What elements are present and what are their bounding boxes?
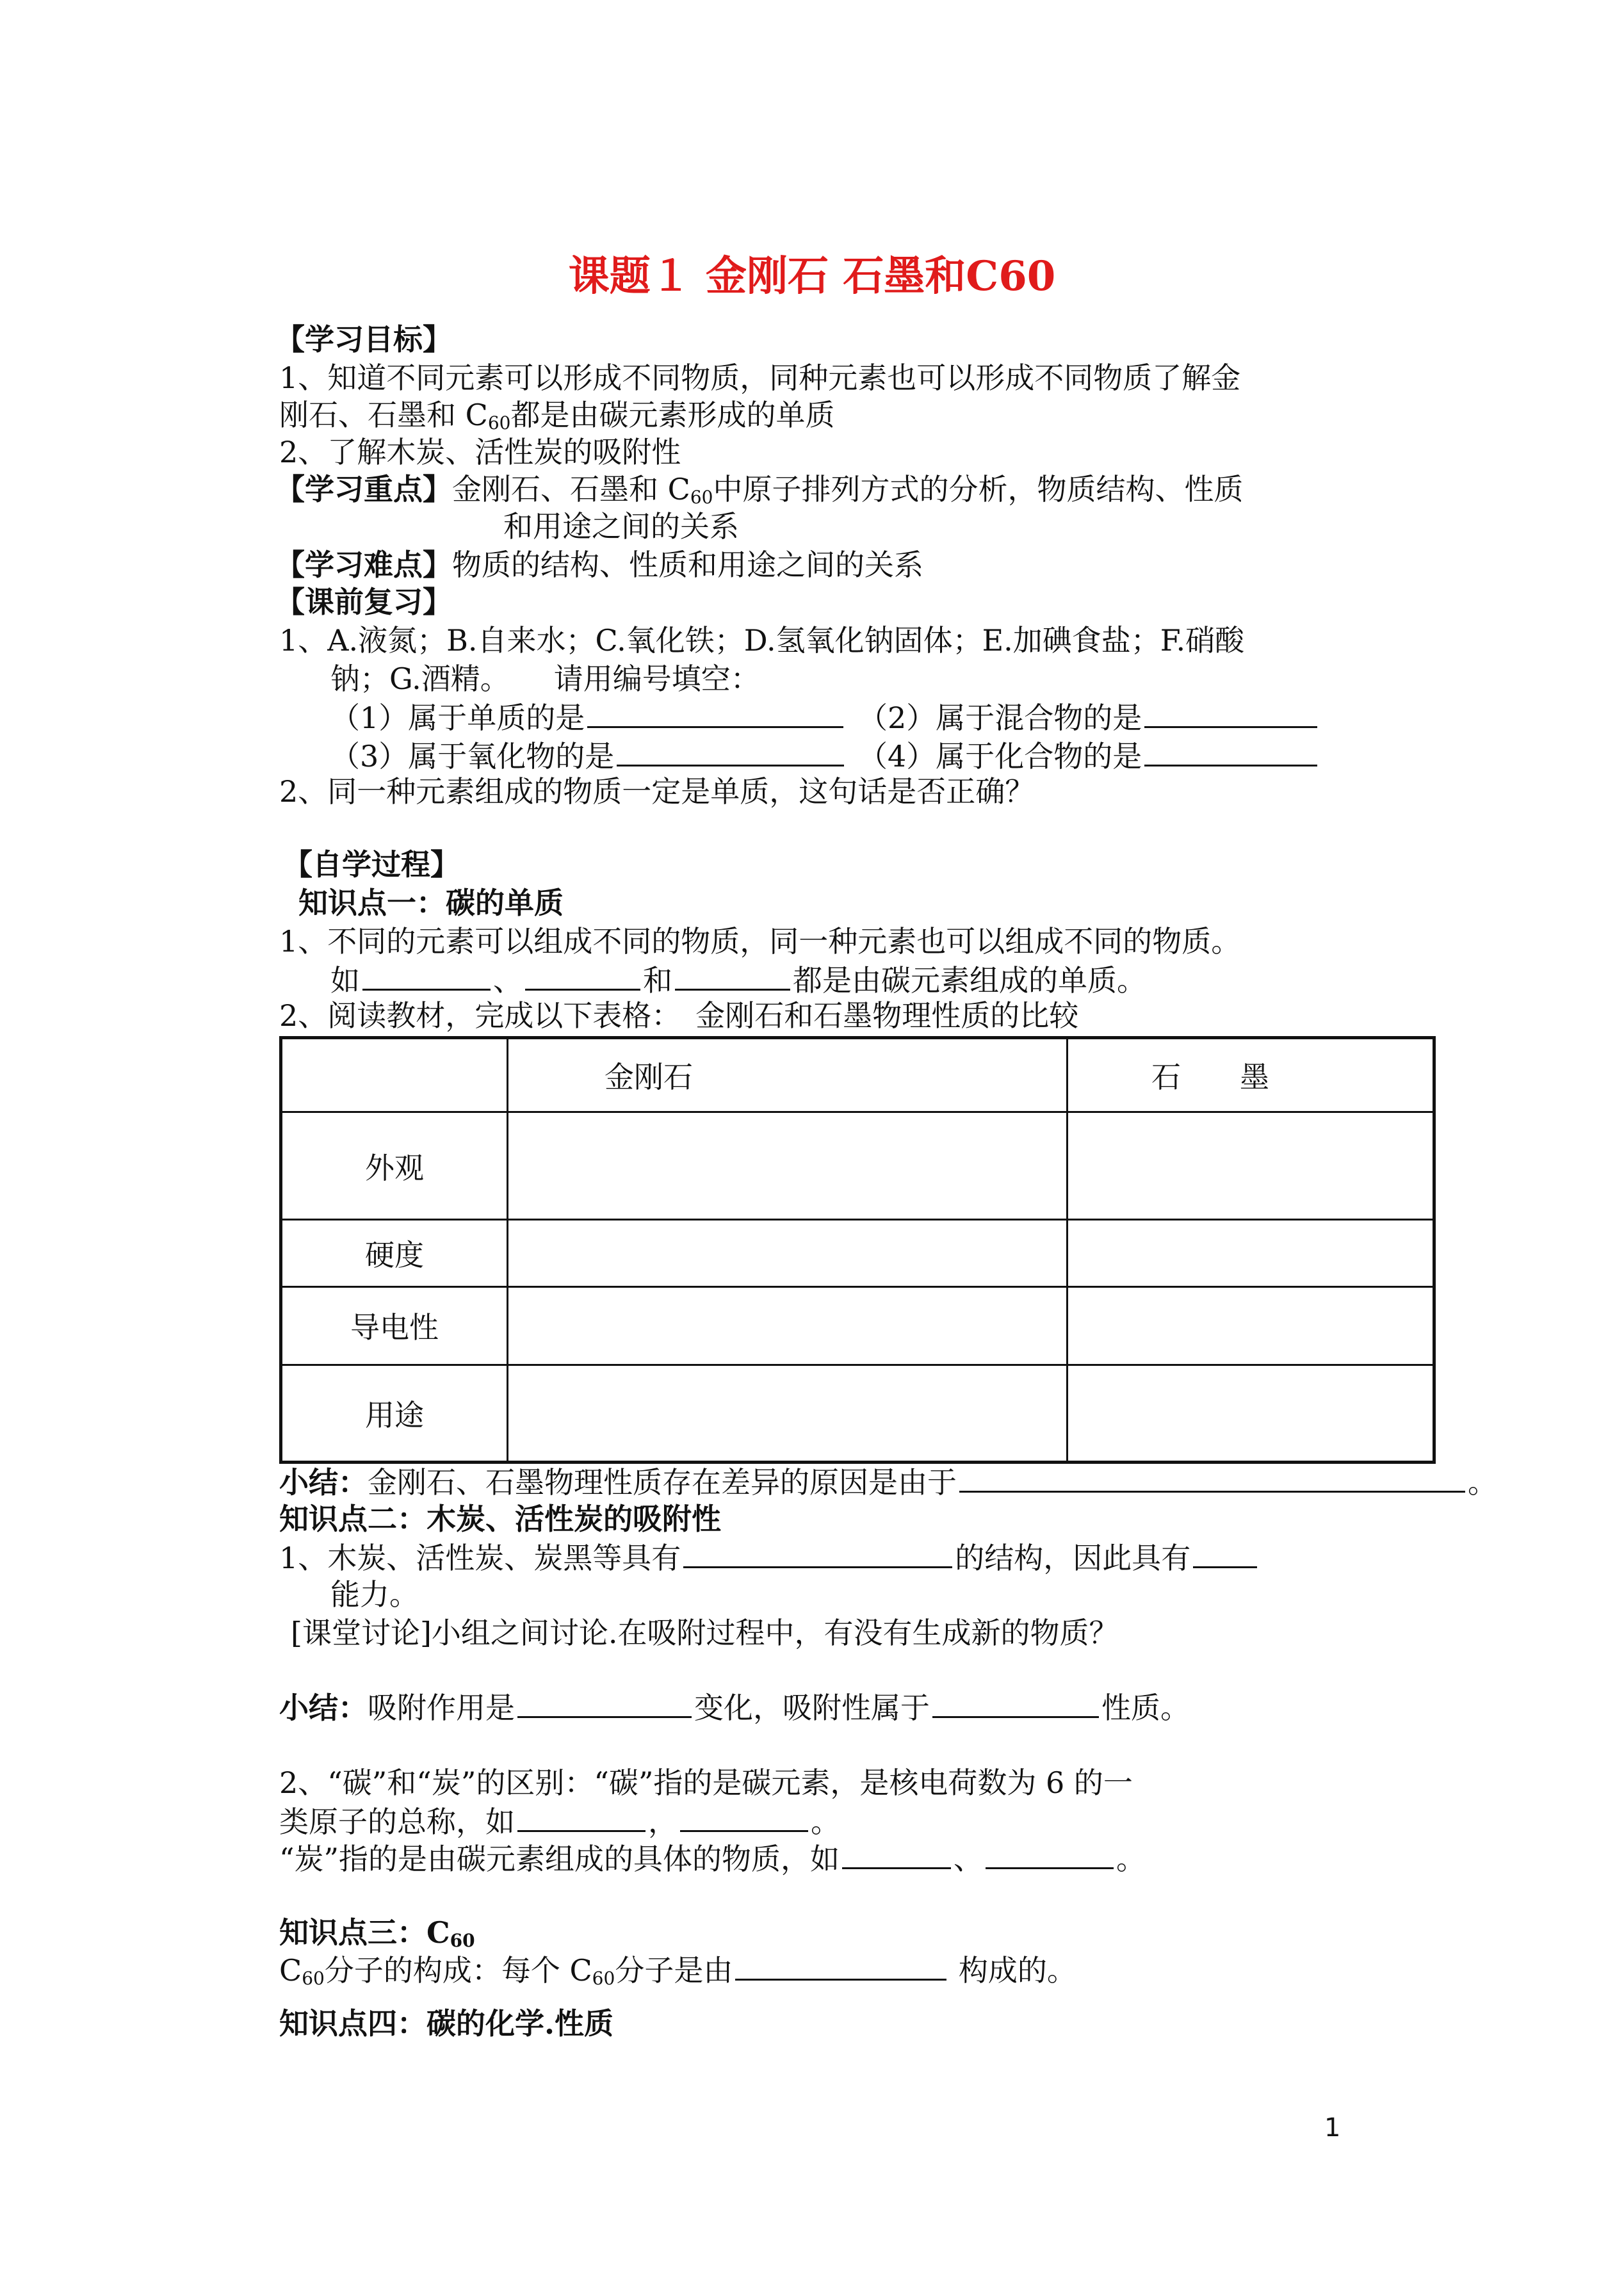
objective-2: 2、了解木炭、活性炭的吸附性 bbox=[279, 435, 681, 469]
kp1-q2: 2、阅读教材，完成以下表格： 金刚石和石墨物理性质的比较 bbox=[279, 998, 1079, 1033]
review-sub-4: （4）属于化合物的是 bbox=[858, 736, 1320, 775]
row-label: 硬度 bbox=[281, 1220, 508, 1286]
objectives-heading: 【学习目标】 bbox=[275, 322, 452, 357]
input-cell[interactable] bbox=[1068, 1220, 1434, 1286]
kp1-q1-line-2: 如 、 和 都是由碳元素组成的单质。 bbox=[330, 961, 1146, 1000]
objective-1-line-2: 刚石、石墨和 $C_{60}$都是由碳元素形成的单质 bbox=[279, 398, 835, 434]
table-header-cell: 石 墨 bbox=[1068, 1038, 1434, 1112]
page-number: 1 bbox=[1324, 2113, 1341, 2143]
review-q1-line-2: 钠；G.酒精。 请用编号填空： bbox=[330, 661, 760, 696]
selfstudy-heading: 【自学过程】 bbox=[283, 847, 460, 882]
row-label: 外观 bbox=[281, 1112, 508, 1220]
kp2-q2-line-3: “炭”指的是由碳元素组成的具体的物质，如 、 。 bbox=[279, 1839, 1146, 1878]
kp2-q2-line-1: 2、“碳”和“炭”的区别：“碳”指的是碳元素，是核电荷数为 6 的一 bbox=[279, 1765, 1133, 1800]
kp2-title: 知识点二：木炭、活性炭的吸附性 bbox=[279, 1502, 721, 1536]
answer-blank[interactable] bbox=[959, 1463, 1465, 1493]
kp3-line: $C_{60}$分子的构成：每个 $C_{60}$分子是由 构成的。 bbox=[279, 1950, 1076, 1998]
kp2-q2-line-2: 类原子的总称，如 ， 。 bbox=[279, 1802, 840, 1841]
answer-blank[interactable] bbox=[525, 961, 640, 991]
comparison-table bbox=[279, 1036, 1436, 1464]
kp2-q1: 1、木炭、活性炭、炭黑等具有 的结构，因此具有 bbox=[279, 1538, 1260, 1577]
kp4-title: 知识点四：碳的化学.性质 bbox=[279, 2006, 614, 2041]
answer-blank[interactable] bbox=[735, 1950, 946, 1981]
review-sub-3: （3）属于氧化物的是 bbox=[330, 736, 847, 775]
kp1-q1-line-1: 1、不同的元素可以组成不同的物质，同一种元素也可以组成不同的物质。 bbox=[279, 924, 1241, 959]
answer-blank[interactable] bbox=[1193, 1538, 1257, 1568]
summary-1: 小结：金刚石、石墨物理性质存在差异的原因是由于 。 bbox=[279, 1463, 1497, 1502]
kp1-title: 知识点一：碳的单质 bbox=[298, 886, 564, 920]
kp3-title: 知识点三：$C_{60}$ bbox=[279, 1915, 475, 1951]
table-row bbox=[281, 1112, 1434, 1220]
difficulties: 【学习难点】物质的结构、性质和用途之间的关系 bbox=[275, 547, 923, 582]
input-cell[interactable] bbox=[508, 1112, 1068, 1220]
input-cell[interactable] bbox=[508, 1220, 1068, 1286]
keypoints-line-2: 和用途之间的关系 bbox=[503, 509, 739, 544]
table-row bbox=[281, 1220, 1434, 1286]
kp2-q1-line-2: 能力。 bbox=[330, 1577, 419, 1612]
answer-blank[interactable] bbox=[986, 1839, 1114, 1869]
row-label: 用途 bbox=[281, 1365, 508, 1462]
review-heading: 【课前复习】 bbox=[275, 585, 452, 619]
input-cell[interactable] bbox=[508, 1365, 1068, 1462]
answer-blank[interactable] bbox=[680, 1802, 808, 1832]
keypoints: 【学习重点】金刚石、石墨和 $C_{60}$中原子排列方式的分析，物质结构、性质 bbox=[275, 472, 1244, 508]
review-sub-1: （1）属于单质的是 bbox=[330, 698, 846, 737]
table-header-row bbox=[281, 1038, 1434, 1112]
answer-blank[interactable] bbox=[362, 961, 491, 991]
input-cell[interactable] bbox=[508, 1286, 1068, 1365]
input-cell[interactable] bbox=[1068, 1286, 1434, 1365]
review-q1-line-1: 1、A.液氮；B.自来水；C.氧化铁；D.氢氧化钠固体；E.加碘食盐；F.硝酸 bbox=[279, 623, 1245, 658]
answer-blank[interactable] bbox=[675, 961, 790, 991]
review-sub-2: （2）属于混合物的是 bbox=[858, 698, 1320, 737]
kp2-summary: 小结：吸附作用是 变化，吸附性属于 性质。 bbox=[279, 1688, 1190, 1727]
review-q2: 2、同一种元素组成的物质一定是单质，这句话是否正确？ bbox=[279, 774, 1035, 809]
row-label: 导电性 bbox=[281, 1286, 508, 1365]
table-header-cell bbox=[281, 1038, 508, 1112]
answer-blank[interactable] bbox=[1144, 698, 1317, 728]
answer-blank[interactable] bbox=[842, 1839, 951, 1869]
objective-1-line-1: 1、知道不同元素可以形成不同物质，同种元素也可以形成不同物质了解金 bbox=[279, 361, 1241, 395]
table-row bbox=[281, 1286, 1434, 1365]
table-row bbox=[281, 1365, 1434, 1462]
answer-blank[interactable] bbox=[1144, 736, 1317, 766]
input-cell[interactable] bbox=[1068, 1112, 1434, 1220]
answer-blank[interactable] bbox=[517, 1802, 646, 1832]
page-title: 课题１ 金刚石 石墨和C60 bbox=[568, 252, 1056, 300]
input-cell[interactable] bbox=[1068, 1365, 1434, 1462]
kp2-discussion: [课堂讨论]小组之间讨论.在吸附过程中，有没有生成新的物质？ bbox=[291, 1616, 1119, 1650]
answer-blank[interactable] bbox=[683, 1538, 952, 1568]
table-header-cell: 金刚石 bbox=[508, 1038, 1068, 1112]
answer-blank[interactable] bbox=[932, 1688, 1099, 1718]
answer-blank[interactable] bbox=[617, 736, 844, 766]
answer-blank[interactable] bbox=[587, 698, 843, 728]
answer-blank[interactable] bbox=[517, 1688, 692, 1718]
